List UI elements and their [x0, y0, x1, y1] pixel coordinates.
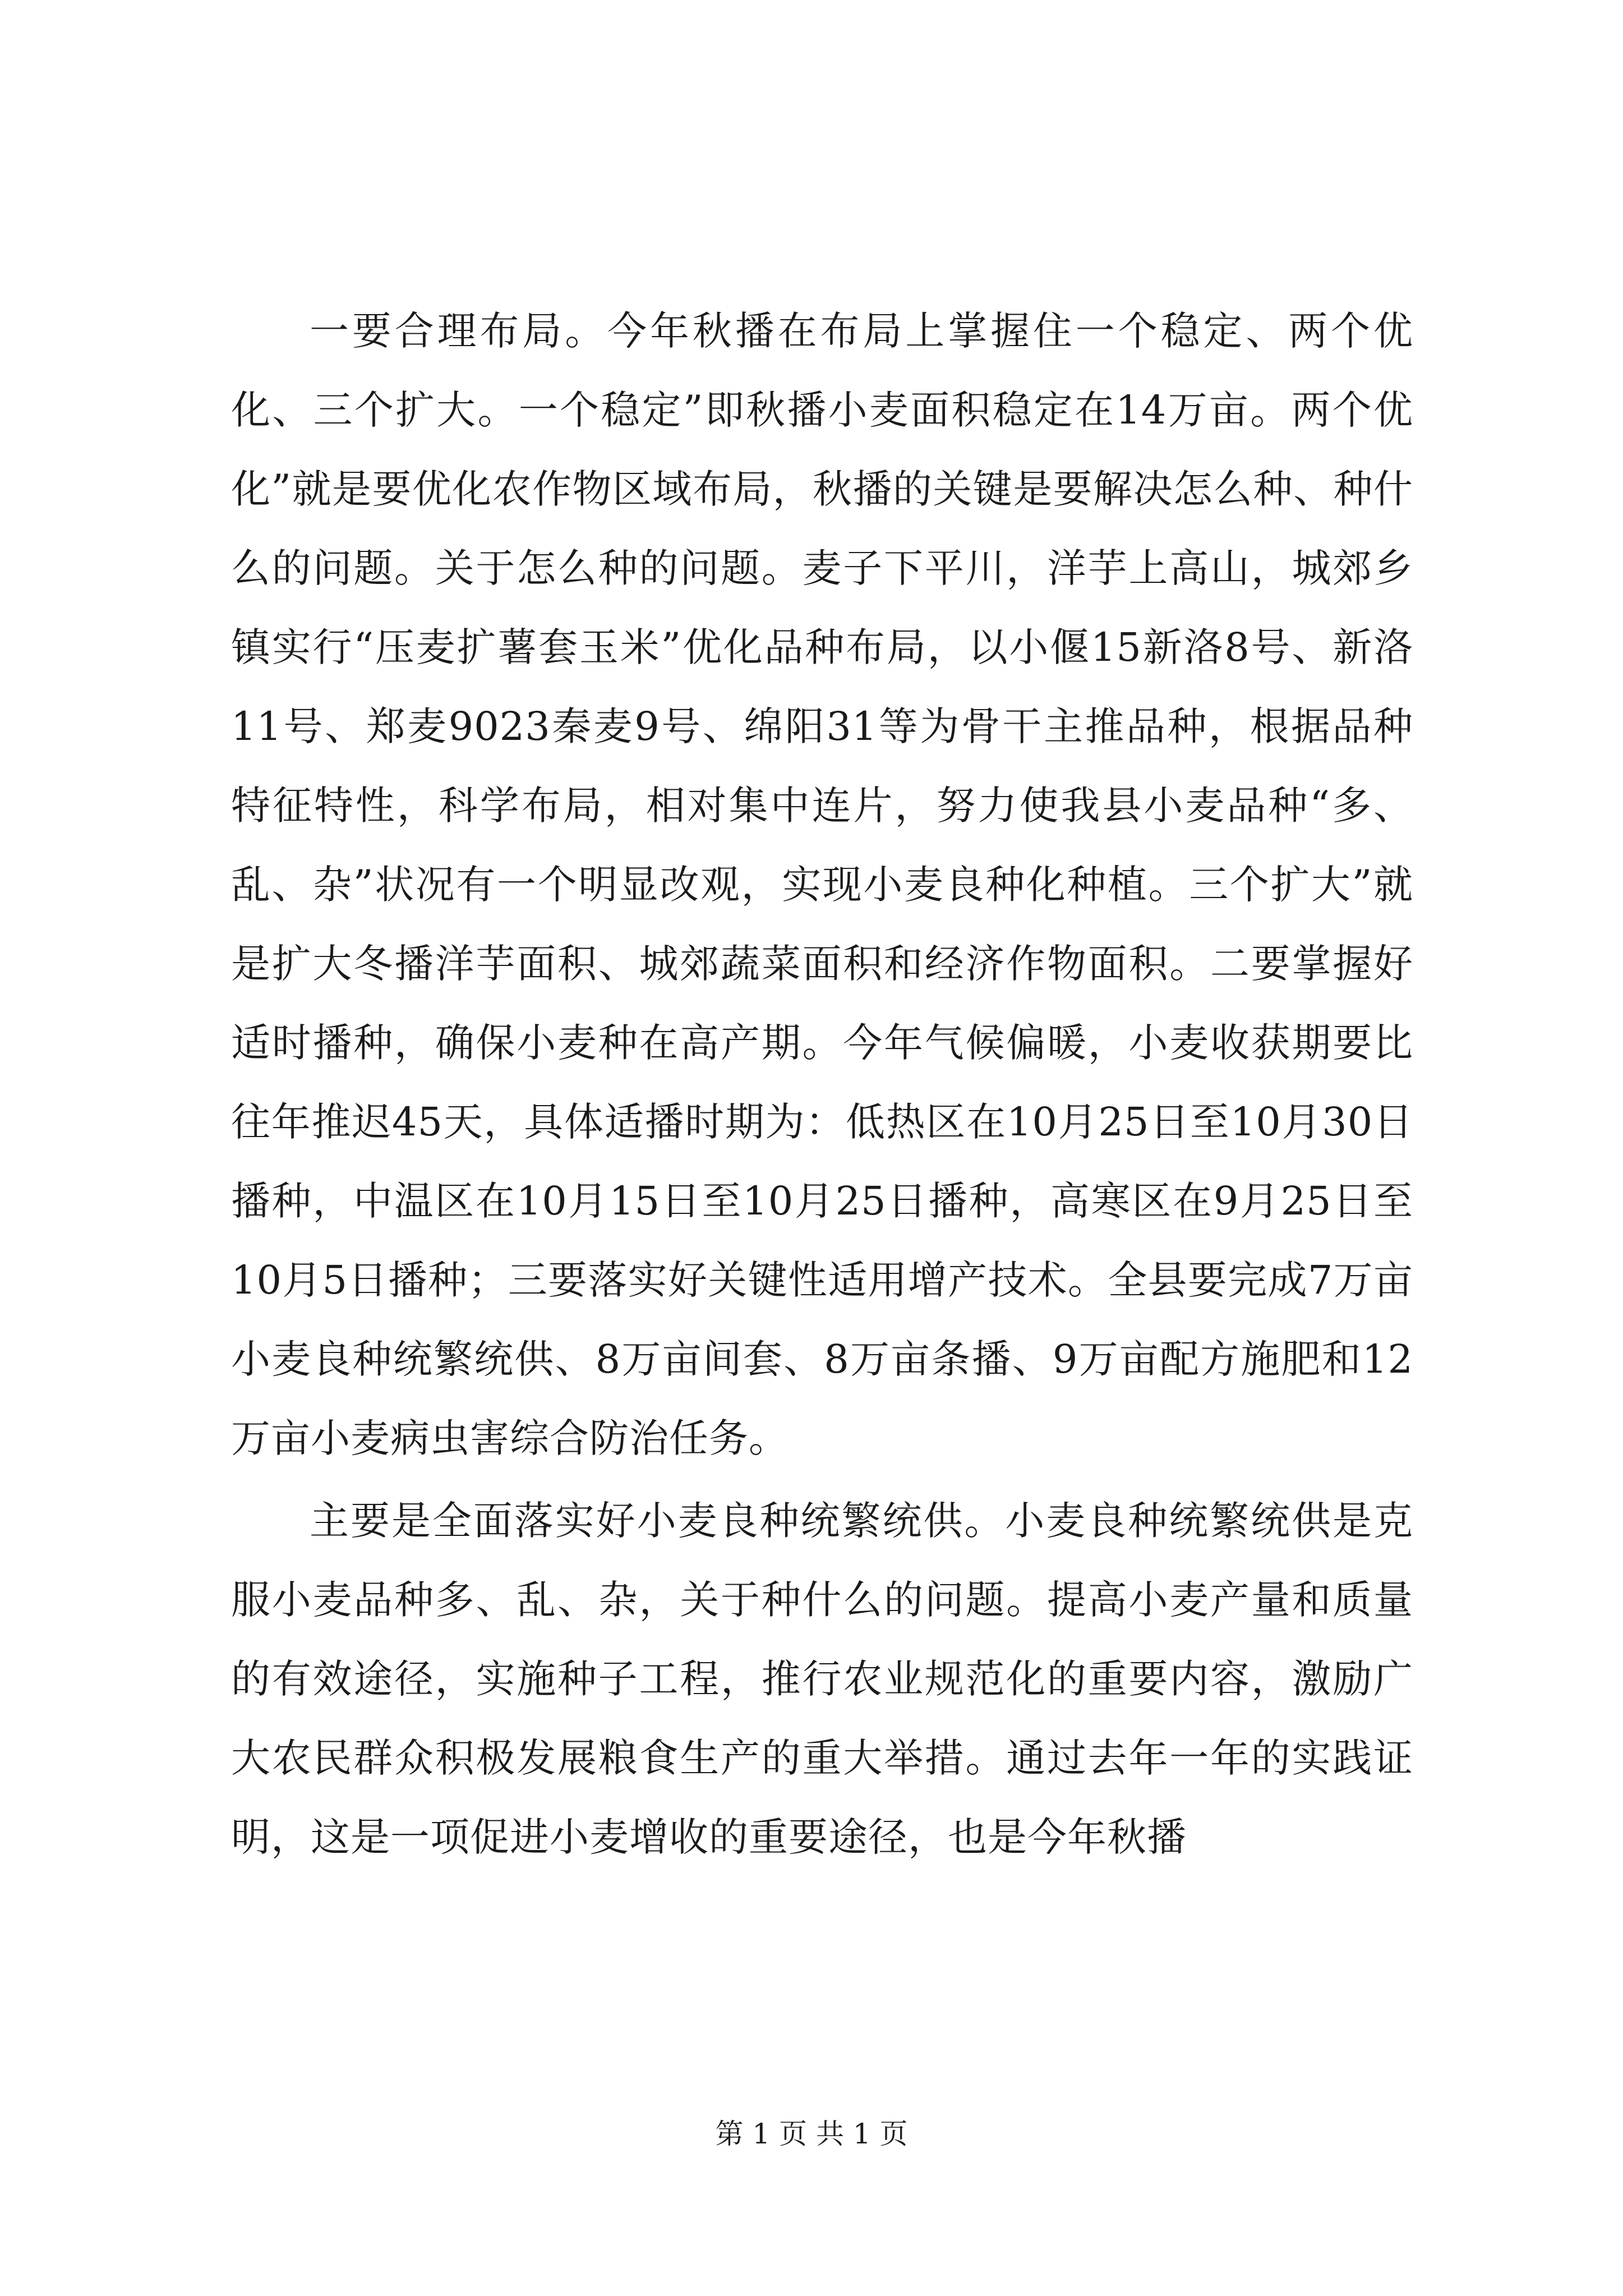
- body-paragraph-1: 一要合理布局。今年秋播在布局上掌握住一个稳定、两个优化、三个扩大。一个稳定”即秋播小麦面积稳定在14万亩。两个优化”就是要优化农作物区域布局，秋播的关键是要解决怎么种、种什么的问题。关于怎么种的问题。麦子下平川，洋芋上高山，城郊乡镇实行“压麦扩薯套玉米”优化品种布局，以小偃15新洛8号、新洛11号、郑麦9023秦麦9号、绵阳31等为骨干主推品种，根据品种特征特性，科学布局，相对集中连片，努力使我县小麦品种“多、乱、杂”状况有一个明显改观，实现小麦良种化种植。三个扩大”就是扩大冬播洋芋面积、城郊蔬菜面积和经济作物面积。二要掌握好适时播种，确保小麦种在高产期。今年气候偏暖，小麦收获期要比往年推迟45天，具体适播时期为：低热区在10月25日至10月30日播种，中温区在10月15日至10月25日播种，高寒区在9月25日至10月5日播种；三要落实好关键性适用增产技术。全县要完成7万亩小麦良种统繁统供、8万亩间套、8万亩条播、9万亩配方施肥和12万亩小麦病虫害综合防治任务。: [231, 308, 1413, 1461]
- body-paragraph-2: 主要是全面落实好小麦良种统繁统供。小麦良种统繁统供是克服小麦品种多、乱、杂，关于种什么的问题。提高小麦产量和质量的有效途径，实施种子工程，推行农业规范化的重要内容，激励广大农民群众积极发展粮食生产的重大举措。通过去年一年的实践证明，这是一项促进小麦增收的重要途径，也是今年秋播: [231, 1498, 1413, 1860]
- page-footer: 第 1 页 共 1 页: [715, 2118, 908, 2150]
- document-body: [231, 292, 1413, 1877]
